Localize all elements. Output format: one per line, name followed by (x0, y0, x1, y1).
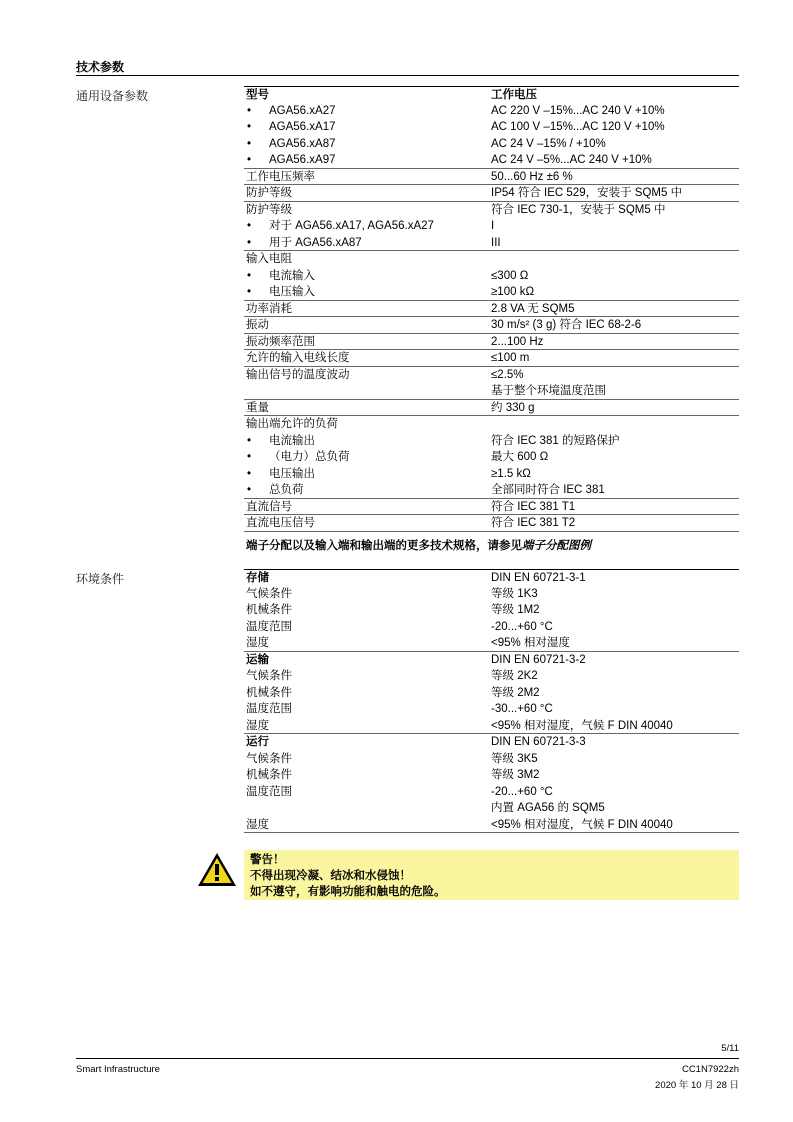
env-conditions-table (244, 569, 739, 833)
param-name: 输出端允许的负荷 (246, 418, 338, 430)
footer-company: Smart Infrastructure (76, 1064, 160, 1075)
table-row (244, 767, 739, 784)
table-row (244, 635, 739, 652)
param-value: III (491, 236, 501, 249)
table-row (244, 416, 739, 433)
param-name: 总负荷 (269, 484, 304, 496)
table-row (244, 383, 739, 400)
param-name: AGA56.xA27 (269, 104, 336, 117)
param-value: <95% 相对湿度，气候 F DIN 40040 (491, 818, 673, 831)
param-name: 温度范围 (246, 785, 292, 798)
param-name: 防护等级 (246, 187, 292, 199)
param-name: 输出信号的温度波动 (246, 368, 350, 381)
param-name: 存储 (246, 572, 269, 584)
table-row (244, 301, 739, 318)
param-value: 50...60 Hz ±6 % (491, 170, 573, 183)
bullet-marker: • (247, 137, 252, 150)
table-row (244, 119, 739, 136)
param-value: ≤2.5% (491, 368, 524, 381)
bullet-marker: • (247, 154, 252, 166)
table-row (244, 586, 739, 603)
table-row (244, 685, 739, 702)
param-name: 机械条件 (246, 604, 292, 616)
param-value: 等级 2K2 (491, 670, 538, 682)
param-name: AGA56.xA97 (269, 154, 336, 166)
table-row (244, 317, 739, 334)
param-name: 输入电阻 (246, 253, 292, 265)
table-row (244, 169, 739, 186)
general-params-table (244, 86, 739, 532)
param-value: IP54 符合 IEC 529，安装于 SQM5 中 (491, 187, 683, 199)
bullet-marker: • (247, 220, 252, 232)
table-row (244, 701, 739, 718)
param-value: 等级 2M2 (491, 686, 540, 699)
param-name: 电压输入 (269, 286, 315, 298)
param-name: 气候条件 (246, 752, 292, 765)
bullet-marker: • (247, 121, 252, 133)
bullet-marker: • (247, 269, 252, 282)
table-row (244, 136, 739, 153)
table-row (244, 268, 739, 285)
param-name: 电流输出 (269, 434, 315, 447)
table-row (244, 784, 739, 801)
table-row (244, 652, 739, 669)
param-name: 工作电压频率 (246, 170, 315, 183)
param-value: 符合 IEC 730-1，安装于 SQM5 中 (491, 203, 666, 216)
bullet-marker: • (247, 484, 252, 496)
bullet-marker: • (247, 467, 252, 480)
param-value: <95% 相对湿度 (491, 637, 570, 649)
table-row (244, 251, 739, 268)
param-value: -30...+60 °C (491, 703, 553, 715)
param-value: DIN EN 60721-3-1 (491, 572, 586, 584)
title-divider (76, 75, 739, 76)
param-name: 温度范围 (246, 620, 292, 633)
param-value: -20...+60 °C (491, 785, 553, 798)
param-value: 等级 3K5 (491, 752, 538, 765)
param-name: 气候条件 (246, 670, 292, 682)
param-value: 基于整个环境温度范围 (491, 385, 606, 397)
warning-line-3: 如不遵守，有影响功能和触电的危险。 (250, 886, 446, 898)
param-value: 等级 1K3 (491, 587, 538, 600)
footer-date: 2020 年 10 月 28 日 (655, 1080, 739, 1091)
param-value: AC 100 V –15%...AC 120 V +10% (491, 121, 665, 133)
table-row (244, 284, 739, 301)
param-name: 气候条件 (246, 587, 292, 600)
param-name: 振动频率范围 (246, 335, 315, 348)
param-name: 电流输入 (269, 269, 315, 282)
table-row (244, 499, 739, 516)
param-name: 型号 (246, 89, 269, 101)
env-conditions-label: 环境条件 (76, 572, 125, 586)
param-name: 机械条件 (246, 769, 292, 781)
param-name: 湿度 (246, 719, 269, 732)
table-row (244, 751, 739, 768)
param-name: 电压输出 (269, 467, 315, 480)
terminal-note-text: 端子分配以及输入端和输出端的更多技术规格，请参见 (246, 540, 522, 552)
footer-divider (76, 1058, 739, 1059)
param-name: 温度范围 (246, 703, 292, 715)
section-title: 技术参数 (76, 60, 125, 74)
page-number: 5/11 (721, 1043, 739, 1054)
table-row (244, 668, 739, 685)
param-value: DIN EN 60721-3-3 (491, 736, 586, 748)
param-value: <95% 相对湿度，气候 F DIN 40040 (491, 719, 673, 732)
param-value: 符合 IEC 381 的短路保护 (491, 434, 620, 447)
param-value: 最大 600 Ω (491, 451, 549, 463)
param-value: ≤100 m (491, 352, 530, 364)
param-name: 允许的输入电线长度 (246, 352, 350, 364)
param-name: 机械条件 (246, 686, 292, 699)
param-name: 功率消耗 (246, 302, 292, 315)
param-name: AGA56.xA87 (269, 137, 336, 150)
param-value: 内置 AGA56 的 SQM5 (491, 802, 605, 814)
param-name: 直流信号 (246, 500, 292, 513)
table-row (244, 86, 739, 103)
general-params-label: 通用设备参数 (76, 89, 149, 103)
warning-title: 警告！ (250, 854, 285, 866)
param-value: 约 330 g (491, 401, 535, 414)
table-row (244, 218, 739, 235)
param-name: 振动 (246, 319, 269, 331)
table-row (244, 718, 739, 735)
table-row (244, 466, 739, 483)
param-value: AC 24 V –15% / +10% (491, 137, 606, 150)
param-value: 2.8 VA 无 SQM5 (491, 302, 575, 315)
bullet-marker: • (247, 434, 252, 447)
param-value: AC 24 V –5%...AC 240 V +10% (491, 154, 652, 166)
param-name: （电力）总负荷 (269, 451, 350, 463)
table-row (244, 334, 739, 351)
param-value: 等级 1M2 (491, 604, 540, 616)
param-name: 防护等级 (246, 203, 292, 216)
param-name: 直流电压信号 (246, 517, 315, 529)
bullet-marker: • (247, 104, 252, 117)
param-name: AGA56.xA17 (269, 121, 336, 133)
param-name: 湿度 (246, 637, 269, 649)
table-row (244, 152, 739, 169)
table-row (244, 569, 739, 586)
param-value: I (491, 220, 495, 232)
param-value: 30 m/s² (3 g) 符合 IEC 68-2-6 (491, 319, 642, 331)
table-row (244, 449, 739, 466)
table-row (244, 235, 739, 252)
param-value: DIN EN 60721-3-2 (491, 653, 586, 666)
table-row (244, 433, 739, 450)
param-name: 湿度 (246, 818, 269, 831)
table-row (244, 367, 739, 384)
bullet-marker: • (247, 236, 252, 249)
warning-triangle-icon (196, 851, 238, 888)
table-row (244, 400, 739, 417)
param-value: -20...+60 °C (491, 620, 553, 633)
table-row (244, 734, 739, 751)
footer-doc-id: CC1N7922zh (681, 1064, 739, 1075)
table-row (244, 103, 739, 120)
table-row (244, 619, 739, 636)
table-row (244, 602, 739, 619)
bullet-marker: • (247, 286, 252, 298)
param-value: ≤300 Ω (491, 269, 529, 282)
table-row (244, 482, 739, 499)
param-value: 符合 IEC 381 T2 (491, 517, 576, 529)
param-name: 对于 AGA56.xA17, AGA56.xA27 (269, 220, 434, 232)
param-name: 用于 AGA56.xA87 (269, 236, 362, 249)
table-row (244, 185, 739, 202)
terminal-note-reference: 端子分配图例 (522, 540, 591, 552)
param-value: 2...100 Hz (491, 335, 544, 348)
table-row (244, 202, 739, 219)
terminal-note (246, 537, 591, 553)
table-row (244, 800, 739, 817)
warning-line-2: 不得出现冷凝、结冰和水侵蚀！ (250, 870, 411, 882)
param-value: AC 220 V –15%...AC 240 V +10% (491, 104, 665, 117)
param-name: 运行 (246, 736, 269, 748)
table-row (244, 817, 739, 834)
param-value: ≥100 kΩ (491, 286, 535, 298)
table-row (244, 515, 739, 532)
param-value: 工作电压 (491, 89, 537, 101)
warning-box (244, 850, 739, 900)
param-name: 运输 (246, 653, 269, 666)
param-value: 全部同时符合 IEC 381 (491, 484, 605, 496)
param-name: 重量 (246, 401, 269, 414)
param-value: ≥1.5 kΩ (491, 467, 531, 480)
param-value: 符合 IEC 381 T1 (491, 500, 576, 513)
param-value: 等级 3M2 (491, 769, 540, 781)
table-row (244, 350, 739, 367)
bullet-marker: • (247, 451, 252, 463)
